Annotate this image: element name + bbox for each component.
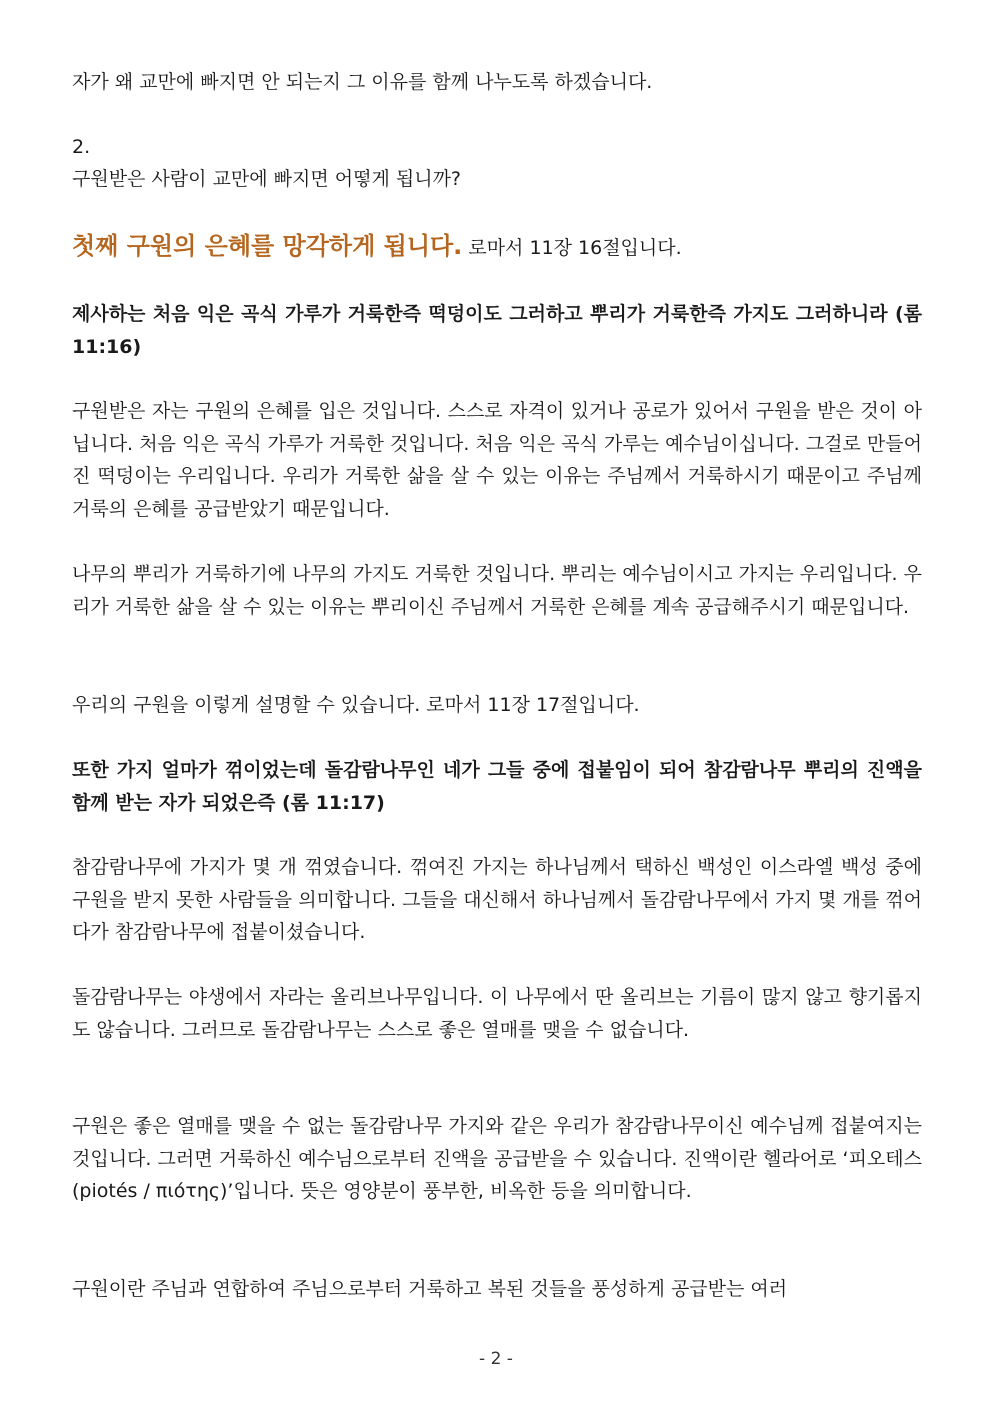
- first-point-title: 첫째 구원의 은혜를 망각하게 됩니다.: [72, 232, 463, 260]
- section-question: 구원받은 사람이 교만에 빠지면 어떻게 됩니까?: [72, 168, 462, 190]
- first-point-reference: 로마서 11장 16절입니다.: [462, 237, 682, 259]
- paragraph-wild-olive: 돌감람나무는 야생에서 자라는 올리브나무입니다. 이 나무에서 딴 올리브는 기름이 많지 않고 향기롭지도 않습니다. 그러므로 돌감람나무는 스스로 좋은 열매를 맺을 수 없습니다.: [72, 986, 922, 1041]
- paragraph-root-branch: 나무의 뿌리가 거룩하기에 나무의 가지도 거룩한 것입니다. 뿌리는 예수님이시고 가지는 우리입니다. 우리가 거룩한 삶을 살 수 있는 이유는 뿌리이신 주님께서 거룩한 은혜를 계속 공급해주시기 때문입니다.: [72, 563, 922, 618]
- page-number: - 2 -: [479, 1349, 513, 1369]
- paragraph-grafted: 구원은 좋은 열매를 맺을 수 없는 돌감람나무 가지와 같은 우리가 참감람나무이신 예수님께 접붙여지는 것입니다. 그러면 거룩하신 예수님으로부터 진액을 공급받을 수 있습니다. 진액이란 헬라어로 ‘피오테스(piotés / πιότης)’입니다. 뜻은 영양분이 풍부한, 비옥한 등을 의미합니다.: [72, 1115, 922, 1202]
- verse-rom-11-17: 또한 가지 얼마가 꺾이었는데 돌감람나무인 네가 그들 중에 접붙임이 되어 참감람나무 뿌리의 진액을 함께 받는 자가 되었은즉 (롬 11:17): [72, 759, 922, 814]
- paragraph-salvation-intro: 우리의 구원을 이렇게 설명할 수 있습니다. 로마서 11장 17절입니다.: [72, 694, 640, 716]
- verse-rom-11-16: 제사하는 처음 익은 곡식 가루가 거룩한즉 떡덩이도 그러하고 뿌리가 거룩한즉 가지도 그러하니라 (롬 11:16): [72, 303, 922, 358]
- paragraph-salvation-definition: 구원이란 주님과 연합하여 주님으로부터 거룩하고 복된 것들을 풍성하게 공급받는 여러: [72, 1278, 788, 1300]
- first-point-heading: [72, 230, 682, 264]
- intro-tail-line: 자가 왜 교만에 빠지면 안 되는지 그 이유를 함께 나누도록 하겠습니다.: [72, 71, 653, 93]
- paragraph-grace: 구원받은 자는 구원의 은혜를 입은 것입니다. 스스로 자격이 있거나 공로가 있어서 구원을 받은 것이 아닙니다. 처음 익은 곡식 가루가 거룩한 것입니다. 처음 익은 곡식 가루는 예수님이십니다. 그걸로 만들어진 떡덩이는 우리입니다. 우리가 거룩한 삶을 살 수 있는 이유는 주님께서 거룩하시기 때문이고 주님께 거룩의 은혜를 공급받았기 때문입니다.: [72, 400, 922, 520]
- paragraph-broken-branches: 참감람나무에 가지가 몇 개 꺾였습니다. 꺾여진 가지는 하나님께서 택하신 백성인 이스라엘 백성 중에 구원을 받지 못한 사람들을 의미합니다. 그들을 대신해서 하나님께서 돌감람나무에서 가지 몇 개를 꺾어다가 참감람나무에 접붙이셨습니다.: [72, 856, 922, 943]
- section-number: 2.: [72, 136, 91, 158]
